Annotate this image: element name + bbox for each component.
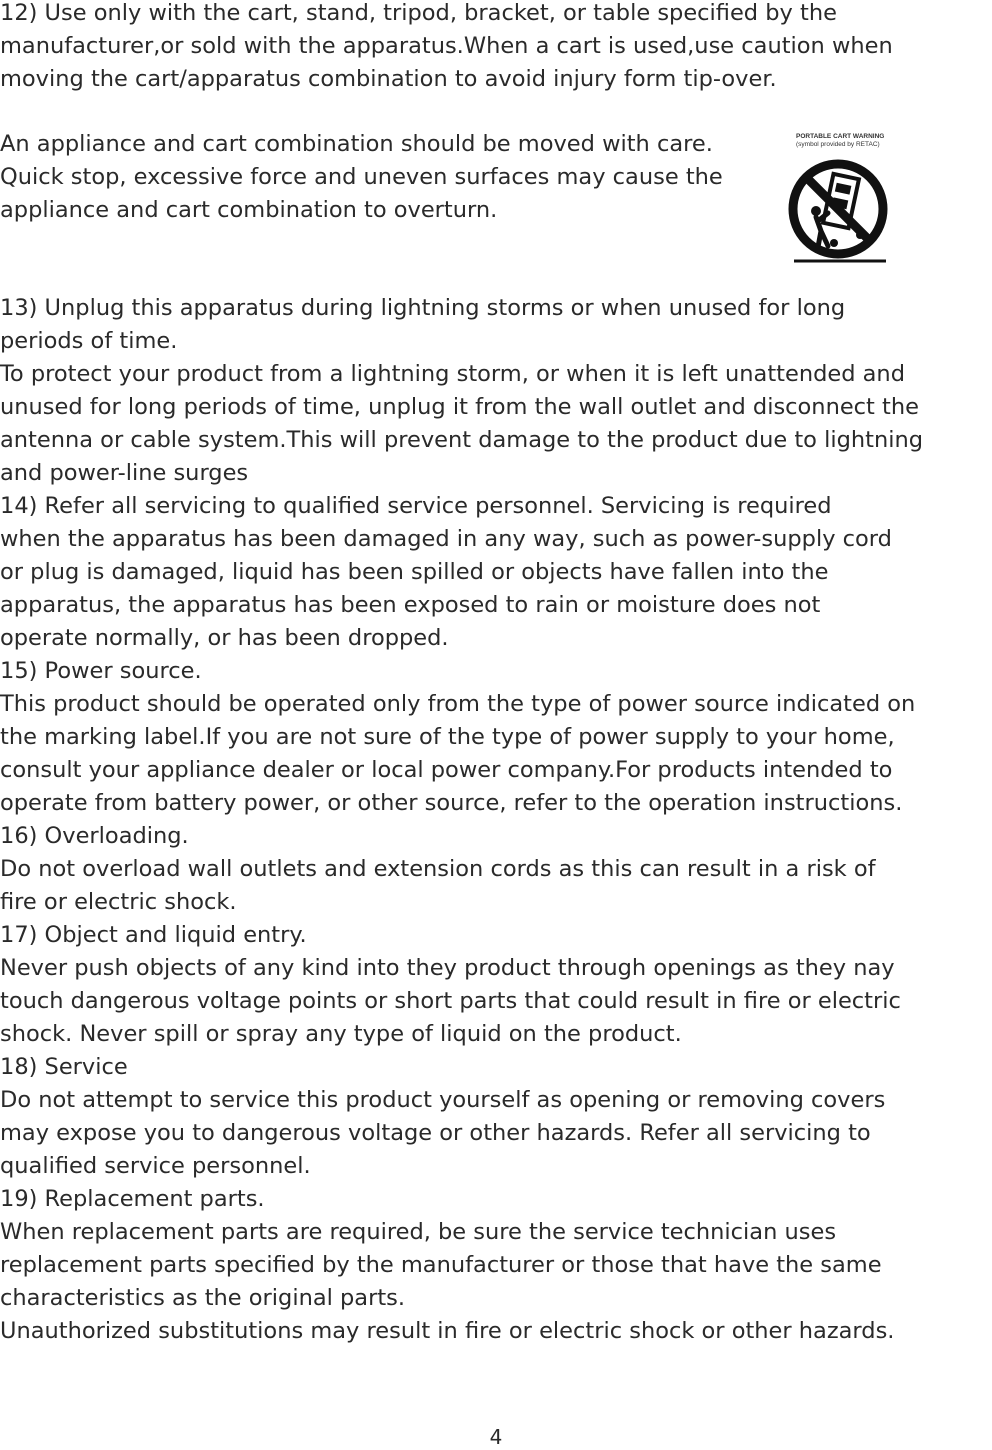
text-line: 12) Use only with the cart, stand, tripod, bracket, or table specified by the (0, 0, 837, 26)
text-line: apparatus, the apparatus has been exposed to rain or moisture does not (0, 592, 821, 618)
text-line: consult your appliance dealer or local power company.For products intended to (0, 757, 893, 783)
text-line: periods of time. (0, 328, 178, 354)
warning-caption-credit: (symbol provided by RETAC) (796, 140, 880, 148)
portable-cart-warning-icon (788, 151, 898, 271)
text-line: touch dangerous voltage points or short parts that could result in fire or electric (0, 988, 901, 1014)
text-line: replacement parts specified by the manufacturer or those that have the same (0, 1252, 882, 1278)
text-line: To protect your product from a lightning storm, or when it is left unattended and (0, 361, 905, 387)
text-line: qualified service personnel. (0, 1153, 311, 1179)
text-line: or plug is damaged, liquid has been spilled or objects have fallen into the (0, 559, 829, 585)
text-line: 18) Service (0, 1054, 128, 1080)
warning-caption-title: PORTABLE CART WARNING (796, 133, 885, 140)
text-line: Do not attempt to service this product yourself as opening or removing covers (0, 1087, 886, 1113)
text-line: operate normally, or has been dropped. (0, 625, 449, 651)
text-line: 13) Unplug this apparatus during lightning storms or when unused for long (0, 295, 846, 321)
text-line: 19) Replacement parts. (0, 1186, 265, 1212)
text-line: antenna or cable system.This will prevent damage to the product due to lightning (0, 427, 923, 453)
text-line: shock. Never spill or spray any type of liquid on the product. (0, 1021, 682, 1047)
text-line: fire or electric shock. (0, 889, 237, 915)
text-line: operate from battery power, or other source, refer to the operation instructions. (0, 790, 903, 816)
text-line: the marking label.If you are not sure of the type of power supply to your home, (0, 724, 895, 750)
text-line: 16) Overloading. (0, 823, 189, 849)
text-line: Never push objects of any kind into they product through openings as they nay (0, 955, 895, 981)
text-line: Unauthorized substitutions may result in fire or electric shock or other hazards. (0, 1318, 895, 1344)
page-number: 4 (489, 1425, 503, 1449)
text-line: manufacturer,or sold with the apparatus.When a cart is used,use caution when (0, 33, 893, 59)
text-line: An appliance and cart combination should be moved with care. (0, 131, 713, 157)
text-line: moving the cart/apparatus combination to avoid injury form tip-over. (0, 66, 777, 92)
text-line: This product should be operated only from the type of power source indicated on (0, 691, 916, 717)
text-line: unused for long periods of time, unplug it from the wall outlet and disconnect the (0, 394, 919, 420)
text-line: Quick stop, excessive force and uneven surfaces may cause the (0, 164, 723, 190)
text-line: 15) Power source. (0, 658, 202, 684)
text-line: when the apparatus has been damaged in any way, such as power-supply cord (0, 526, 892, 552)
text-line: may expose you to dangerous voltage or other hazards. Refer all servicing to (0, 1120, 871, 1146)
text-line: 14) Refer all servicing to qualified service personnel. Servicing is required (0, 493, 832, 519)
portable-cart-warning (788, 133, 908, 273)
text-line: and power-line surges (0, 460, 249, 486)
text-line: Do not overload wall outlets and extension cords as this can result in a risk of (0, 856, 876, 882)
text-line: characteristics as the original parts. (0, 1285, 406, 1311)
text-line: 17) Object and liquid entry. (0, 922, 307, 948)
text-line: When replacement parts are required, be sure the service technician uses (0, 1219, 837, 1245)
warning-caption (796, 133, 911, 148)
text-line: appliance and cart combination to overturn. (0, 197, 498, 223)
